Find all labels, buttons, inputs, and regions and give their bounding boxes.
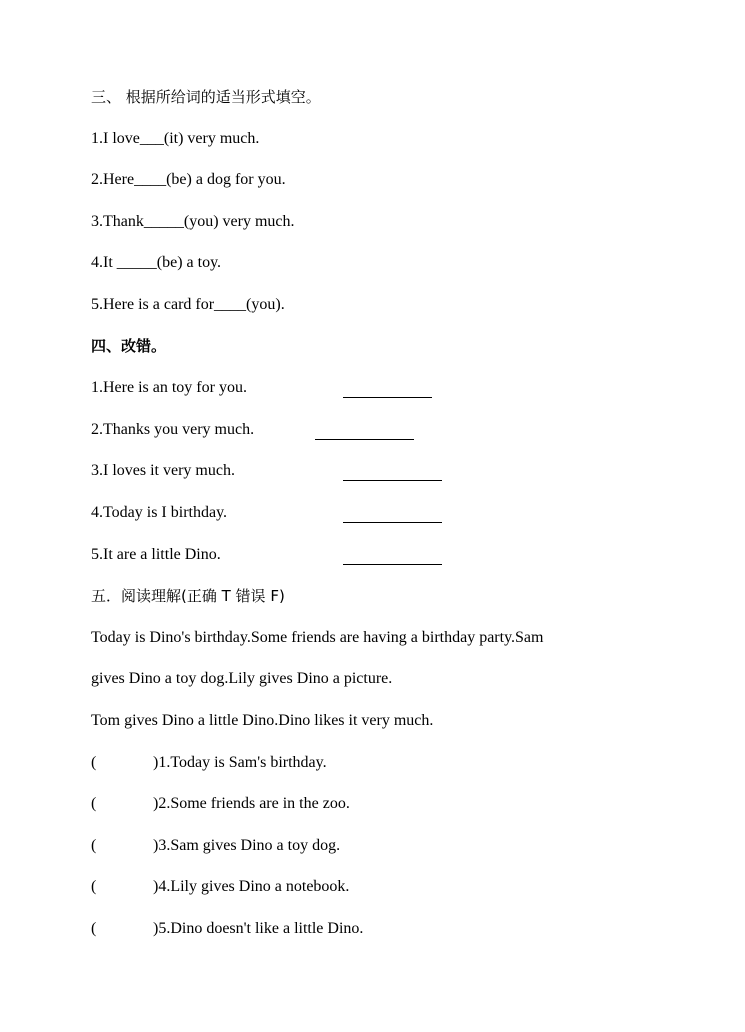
answer-paren-5[interactable]: ( [91, 920, 97, 937]
question-5 [91, 918, 363, 940]
answer-paren-3[interactable]: ( [91, 837, 97, 854]
passage-line-1: Today is Dino's birthday.Some friends are having a birthday party.Sam [91, 629, 544, 646]
question-4-text: )4.Lily gives Dino a notebook. [153, 878, 350, 895]
answer-paren-1[interactable]: ( [91, 754, 97, 771]
section5-heading: 五．阅读理解(正确 T 错误 F) [91, 587, 285, 605]
answer-paren-4[interactable]: ( [91, 878, 97, 895]
question-4 [91, 876, 349, 898]
section3-item-3: 3.Thank_____(you) very much. [91, 213, 295, 230]
question-5-text: )5.Dino doesn't like a little Dino. [153, 920, 364, 937]
question-1 [91, 752, 327, 774]
section3-item-1: 1.I love___(it) very much. [91, 130, 260, 147]
section3-heading: 三、 根据所给词的适当形式填空。 [91, 88, 321, 106]
question-1-text: )1.Today is Sam's birthday. [153, 754, 327, 771]
answer-line-3[interactable] [343, 480, 442, 481]
section4-item-2: 2.Thanks you very much. [91, 421, 255, 438]
section4-item-3: 3.I loves it very much. [91, 462, 235, 479]
question-3-text: )3.Sam gives Dino a toy dog. [153, 837, 341, 854]
section4-item-1: 1.Here is an toy for you. [91, 379, 247, 396]
answer-line-5[interactable] [343, 564, 442, 565]
passage-line-3: Tom gives Dino a little Dino.Dino likes it very much. [91, 712, 434, 729]
answer-line-2[interactable] [315, 439, 414, 440]
answer-paren-2[interactable]: ( [91, 795, 97, 812]
passage-line-2: gives Dino a toy dog.Lily gives Dino a picture. [91, 670, 393, 687]
question-2 [91, 793, 350, 815]
section3-item-5: 5.Here is a card for____(you). [91, 296, 285, 313]
section4-item-5: 5.It are a little Dino. [91, 546, 221, 563]
section3-item-4: 4.It _____(be) a toy. [91, 254, 222, 271]
section4-heading: 四、改错。 [91, 337, 167, 355]
question-2-text: )2.Some friends are in the zoo. [153, 795, 350, 812]
section4-item-4: 4.Today is I birthday. [91, 504, 228, 521]
section3-item-2: 2.Here____(be) a dog for you. [91, 171, 286, 188]
question-3 [91, 835, 340, 857]
answer-line-4[interactable] [343, 522, 442, 523]
answer-line-1[interactable] [343, 397, 432, 398]
